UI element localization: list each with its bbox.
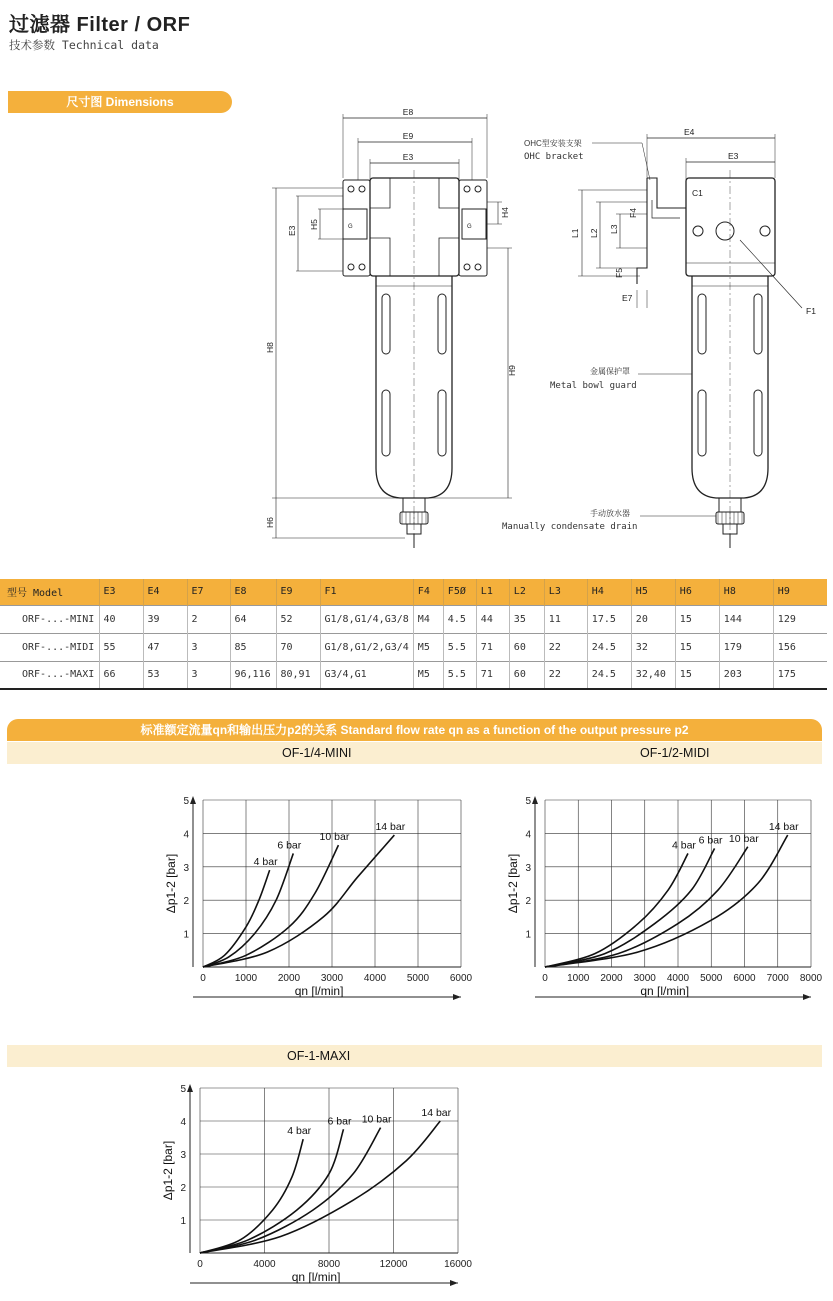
label-E8: E8 xyxy=(402,107,414,117)
series-line xyxy=(203,853,293,967)
table-cell: 144 xyxy=(719,605,773,633)
page-title: 过滤器 Filter / ORF xyxy=(9,14,191,36)
table-cell: M5 xyxy=(413,661,443,689)
table-cell: 175 xyxy=(773,661,827,689)
col-H9: H9 xyxy=(773,579,827,605)
y-tick-label: 2 xyxy=(525,896,531,908)
label-E3-top: E3 xyxy=(402,152,414,162)
subtitle-midi: OF-1/2-MIDI xyxy=(640,746,710,760)
table-cell: 32 xyxy=(631,633,675,661)
table-cell: 24.5 xyxy=(587,633,631,661)
y-tick-label: 3 xyxy=(183,862,189,874)
col-L2: L2 xyxy=(509,579,544,605)
col-E4: E4 xyxy=(143,579,187,605)
table-cell: 22 xyxy=(544,633,587,661)
table-cell: 44 xyxy=(476,605,509,633)
col-H8: H8 xyxy=(719,579,773,605)
label-H5: H5 xyxy=(309,219,319,230)
table-cell: 179 xyxy=(719,633,773,661)
x-tick-label: 3000 xyxy=(633,973,656,984)
x-tick-label: 16000 xyxy=(444,1259,472,1270)
chart-maxi xyxy=(150,1078,470,1298)
x-arrow-head xyxy=(453,994,461,1000)
series-label: 6 bar xyxy=(277,839,302,852)
y-axis-label: Δp1-2 [bar] xyxy=(164,853,178,914)
col-E8: E8 xyxy=(230,579,276,605)
y-tick-label: 5 xyxy=(525,796,531,807)
table-cell: 3 xyxy=(187,633,230,661)
table-cell: G3/4,G1 xyxy=(320,661,413,689)
table-cell: G1/8,G1/2,G3/4 xyxy=(320,633,413,661)
y-tick-label: 1 xyxy=(183,929,189,941)
table-cell: 64 xyxy=(230,605,276,633)
table-cell: 3 xyxy=(187,661,230,689)
series-label: 14 bar xyxy=(375,821,406,834)
x-tick-label: 4000 xyxy=(253,1259,276,1270)
col-E3: E3 xyxy=(99,579,143,605)
flow-heading: 标准额定流量qn和输出压力p2的关系 Standard flow rate qn as a function of the output pressure p2 xyxy=(7,719,822,741)
table-cell: 15 xyxy=(675,661,719,689)
x-tick-label: 8000 xyxy=(317,1259,341,1270)
y-tick-label: 4 xyxy=(183,829,189,841)
x-axis-label: qn [l/min] xyxy=(291,1270,341,1284)
label-E9: E9 xyxy=(402,131,414,141)
col-F4: F4 xyxy=(413,579,443,605)
label-F4: F4 xyxy=(628,208,638,218)
label-L1: L1 xyxy=(570,228,580,238)
series-label: 4 bar xyxy=(287,1125,312,1138)
x-tick-label: 0 xyxy=(200,973,206,984)
y-axis-label: Δp1-2 [bar] xyxy=(506,853,520,914)
table-row xyxy=(0,605,827,633)
label-F1: F1 xyxy=(806,306,816,316)
front-view xyxy=(265,107,517,548)
col-H6: H6 xyxy=(675,579,719,605)
x-axis-label: qn [l/min] xyxy=(294,984,344,998)
col-F5: F5Ø xyxy=(443,579,476,605)
y-arrow-head xyxy=(190,796,196,804)
table-cell: 11 xyxy=(544,605,587,633)
table-cell: 32,40 xyxy=(631,661,675,689)
table-cell: 2 xyxy=(187,605,230,633)
col-E7: E7 xyxy=(187,579,230,605)
table-row xyxy=(0,633,827,661)
x-tick-label: 4000 xyxy=(666,973,690,984)
y-tick-label: 4 xyxy=(525,829,531,841)
label-L3: L3 xyxy=(609,224,619,234)
x-tick-label: 2000 xyxy=(600,973,623,984)
table-cell: 66 xyxy=(99,661,143,689)
table-cell: 24.5 xyxy=(587,661,631,689)
label-C1: C1 xyxy=(692,188,703,198)
table-cell: 203 xyxy=(719,661,773,689)
y-arrow-head xyxy=(532,796,538,804)
chart-svg xyxy=(160,790,475,1005)
page-subtitle: 技术参数 Technical data xyxy=(9,38,159,52)
x-tick-label: 4000 xyxy=(363,973,387,984)
chart-subtitle-band-2 xyxy=(7,1045,822,1067)
col-E9: E9 xyxy=(276,579,320,605)
series-label: 14 bar xyxy=(768,821,799,834)
y-tick-label: 3 xyxy=(525,862,531,874)
subtitle-mini: OF-1/4-MINI xyxy=(282,746,352,760)
table-cell: 55 xyxy=(99,633,143,661)
y-tick-label: 2 xyxy=(183,896,189,908)
series-label: 4 bar xyxy=(253,856,278,869)
table-cell: 5.5 xyxy=(443,633,476,661)
table-cell: 5.5 xyxy=(443,661,476,689)
series-label: 6 bar xyxy=(698,834,723,847)
label-E7: E7 xyxy=(622,293,633,303)
table-cell: 52 xyxy=(276,605,320,633)
y-tick-label: 3 xyxy=(180,1150,186,1161)
series-label: 10 bar xyxy=(728,832,759,845)
x-tick-label: 0 xyxy=(197,1259,203,1270)
table-cell: 60 xyxy=(509,633,544,661)
chart-svg xyxy=(505,790,825,1005)
table-cell: G1/8,G1/4,G3/8 xyxy=(320,605,413,633)
table-cell: 22 xyxy=(544,661,587,689)
table-cell: 80,91 xyxy=(276,661,320,689)
y-tick-label: 1 xyxy=(180,1216,186,1227)
chart-svg xyxy=(150,1078,470,1293)
table-cell: 156 xyxy=(773,633,827,661)
callout-drain-en: Manually condensate drain xyxy=(502,522,638,532)
x-tick-label: 0 xyxy=(542,973,548,984)
table-cell: 15 xyxy=(675,605,719,633)
y-tick-label: 4 xyxy=(180,1117,186,1128)
x-tick-label: 1000 xyxy=(234,973,258,984)
table-cell: 96,116 xyxy=(230,661,276,689)
table-cell: 17.5 xyxy=(587,605,631,633)
series-label: 4 bar xyxy=(672,839,696,852)
table-cell: 85 xyxy=(230,633,276,661)
filter-drawing-svg xyxy=(240,107,820,558)
x-tick-label: 6000 xyxy=(733,973,756,984)
x-tick-label: 3000 xyxy=(320,973,344,984)
label-H4: H4 xyxy=(500,207,510,218)
table-cell: M5 xyxy=(413,633,443,661)
table-cell: ORF-...-MAXI xyxy=(0,661,99,689)
series-line xyxy=(200,1139,303,1253)
col-H4: H4 xyxy=(587,579,631,605)
table-cell: 35 xyxy=(509,605,544,633)
table-cell: 71 xyxy=(476,661,509,689)
table-cell: 4.5 xyxy=(443,605,476,633)
label-E3-side: E3 xyxy=(287,225,297,236)
subtitle-maxi: OF-1-MAXI xyxy=(287,1049,351,1063)
label-E4: E4 xyxy=(684,127,695,137)
label-H9: H9 xyxy=(507,365,517,376)
table-cell: ORF-...-MINI xyxy=(0,605,99,633)
chart-mini xyxy=(160,790,475,1010)
x-arrow-head xyxy=(450,1280,458,1286)
svg-text:G: G xyxy=(467,224,472,230)
y-arrow-head xyxy=(187,1084,193,1092)
table-cell: 20 xyxy=(631,605,675,633)
x-tick-label: 5000 xyxy=(406,973,430,984)
label-L2: L2 xyxy=(589,228,599,238)
col-L1: L1 xyxy=(476,579,509,605)
x-tick-label: 6000 xyxy=(449,973,473,984)
series-label: 10 bar xyxy=(319,831,350,844)
callout-guard-cn: 金属保护罩 xyxy=(590,367,630,376)
table-cell: 70 xyxy=(276,633,320,661)
label-H8: H8 xyxy=(265,342,275,353)
table-row xyxy=(0,661,827,689)
x-tick-label: 1000 xyxy=(567,973,590,984)
col-L3: L3 xyxy=(544,579,587,605)
chart-subtitle-band-1 xyxy=(7,742,822,764)
label-H6: H6 xyxy=(265,517,275,528)
series-line xyxy=(200,1129,344,1253)
x-tick-label: 8000 xyxy=(799,973,823,984)
dimensions-heading: 尺寸图 Dimensions xyxy=(8,91,232,113)
y-tick-label: 5 xyxy=(183,796,189,807)
series-line xyxy=(200,1128,381,1253)
table-cell: 40 xyxy=(99,605,143,633)
table-cell: 15 xyxy=(675,633,719,661)
table-cell: ORF-...-MIDI xyxy=(0,633,99,661)
y-axis-label: Δp1-2 [bar] xyxy=(161,1140,175,1201)
series-label: 14 bar xyxy=(421,1107,452,1119)
callout-guard-en: Metal bowl guard xyxy=(550,381,637,391)
svg-text:G: G xyxy=(348,224,353,230)
callout-bracket-en: OHC bracket xyxy=(524,152,584,162)
col-F1: F1 xyxy=(320,579,413,605)
table-cell: 129 xyxy=(773,605,827,633)
x-tick-label: 2000 xyxy=(277,973,301,984)
y-tick-label: 1 xyxy=(525,929,531,941)
table-cell: 53 xyxy=(143,661,187,689)
spec-table xyxy=(0,579,827,690)
col-H5: H5 xyxy=(631,579,675,605)
side-view xyxy=(502,127,816,548)
series-line xyxy=(545,853,688,967)
y-tick-label: 2 xyxy=(180,1183,186,1194)
table-cell: 71 xyxy=(476,633,509,661)
callout-bracket-cn: OHC型安装支架 xyxy=(524,139,582,148)
label-F5: F5 xyxy=(614,268,624,278)
table-cell: 47 xyxy=(143,633,187,661)
x-tick-label: 12000 xyxy=(379,1259,408,1270)
x-axis-label: qn [l/min] xyxy=(640,984,690,998)
series-line xyxy=(545,832,788,967)
callout-drain-cn: 手动放水器 xyxy=(590,509,630,518)
x-tick-label: 5000 xyxy=(700,973,723,984)
dimension-drawings xyxy=(240,107,820,563)
table-cell: 39 xyxy=(143,605,187,633)
series-label: 10 bar xyxy=(361,1113,392,1126)
x-arrow-head xyxy=(803,994,811,1000)
col-model: 型号 Model xyxy=(0,579,99,605)
table-cell: 60 xyxy=(509,661,544,689)
x-tick-label: 7000 xyxy=(766,973,789,984)
spec-table-header-row xyxy=(0,579,827,605)
series-label: 6 bar xyxy=(327,1115,352,1128)
chart-midi xyxy=(505,790,825,1010)
label-E3-side-view: E3 xyxy=(728,151,739,161)
y-tick-label: 5 xyxy=(180,1084,186,1095)
table-cell: M4 xyxy=(413,605,443,633)
